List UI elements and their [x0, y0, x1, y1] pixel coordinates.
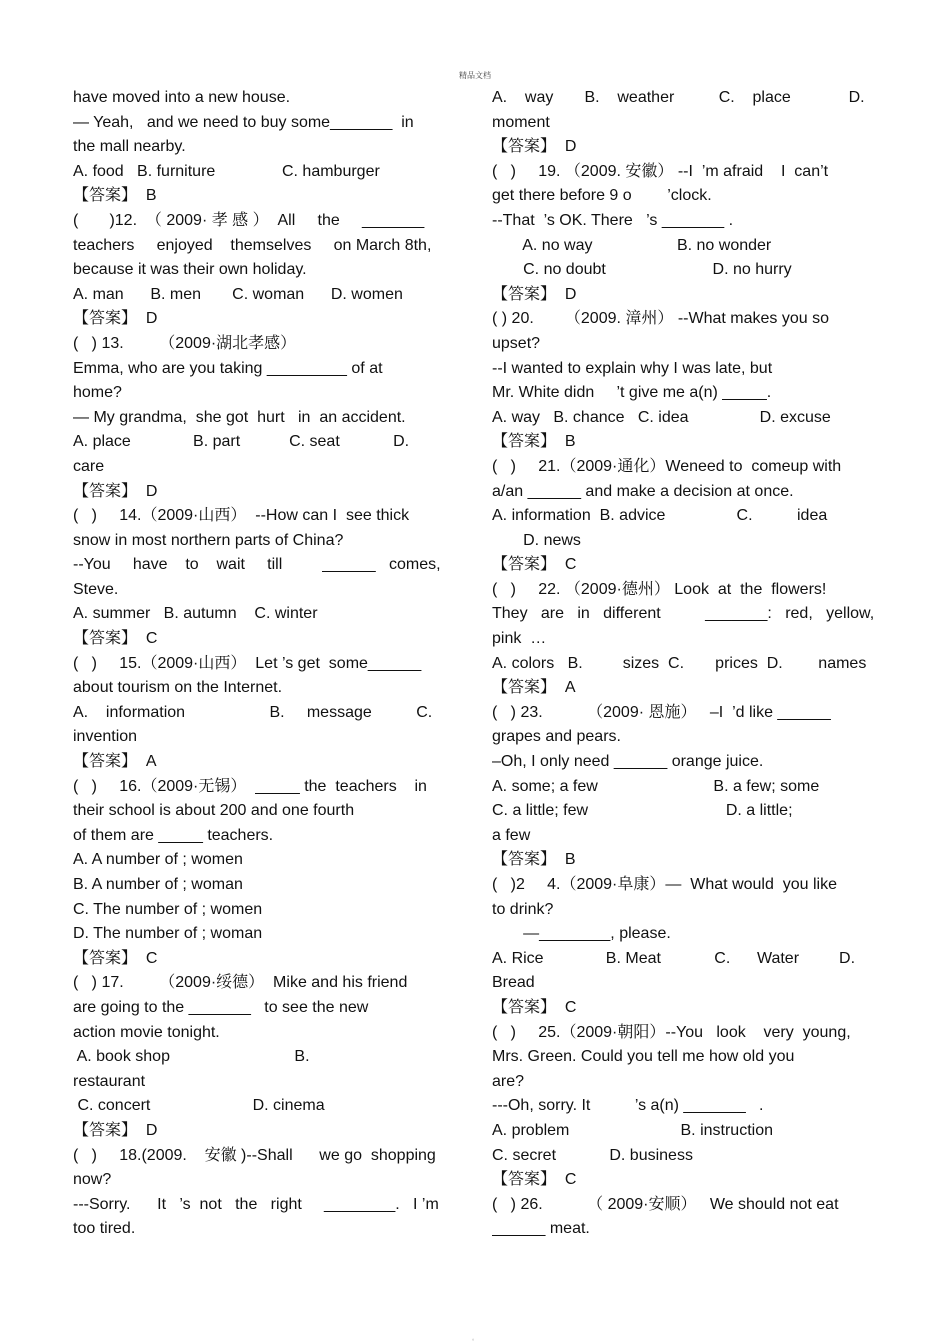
page-footer: 。 [471, 1336, 478, 1342]
text-line: 【答案】 D [492, 138, 577, 156]
text-line: A. colors B. sizes C. prices D. names [492, 654, 867, 672]
text-line: home? [73, 384, 122, 402]
text-line: get there before 9 o ’clock. [492, 187, 712, 205]
text-line: A. food B. furniture C. hamburger [73, 162, 380, 180]
right-column [492, 86, 874, 1242]
text-line: to drink? [492, 900, 554, 918]
text-line: 【答案】 C [492, 1171, 577, 1189]
text-line: Mr. White didn ’t give me a(n) _____. [492, 384, 772, 402]
text-line: ---Sorry. It ’s not the right ________. I ’m [73, 1195, 439, 1213]
text-line: grapes and pears. [492, 728, 621, 746]
text-line: C. secret D. business [492, 1146, 693, 1164]
text-line: — My grandma, she got hurt in an accident. [73, 408, 406, 426]
text-line: ( ) 21.（2009·通化）Weneed to comeup with [492, 457, 842, 475]
text-line: A. no way B. no wonder [492, 236, 772, 254]
text-line: ( ) 23. （2009· 恩施） –I ’d like ______ [492, 703, 831, 721]
text-line: A. problem B. instruction [492, 1121, 773, 1139]
text-line: upset? [492, 334, 541, 352]
text-line: ( ) 26. （ 2009·安顺） We should not eat [492, 1195, 839, 1213]
text-line: 【答案】 D [73, 310, 158, 328]
text-line: C. no doubt D. no hurry [492, 261, 792, 279]
text-line: — Yeah, and we need to buy some_______ in [73, 113, 414, 131]
text-line: about tourism on the Internet. [73, 679, 283, 697]
text-line: They are in different _______: red, yellow, [492, 605, 874, 623]
text-line: restaurant [73, 1072, 146, 1090]
text-line: snow in most northern parts of China? [73, 531, 344, 549]
text-line: are? [492, 1072, 525, 1090]
text-line: ( )12. （ 2009· 孝 感 ） All the _______ [73, 211, 425, 229]
text-line: A. place B. part C. seat D. [73, 433, 410, 451]
text-line: A. way B. chance C. idea D. excuse [492, 408, 831, 426]
text-line: A. information B. advice C. idea [492, 507, 828, 525]
text-line: ( ) 18.(2009. 安徽 )--Shall we go shopping [73, 1146, 436, 1164]
text-line: of them are _____ teachers. [73, 826, 274, 844]
text-line: --You have to wait till ______ comes, [73, 556, 441, 574]
text-line: have moved into a new house. [73, 89, 291, 106]
text-line: are going to the _______ to see the new [73, 998, 369, 1016]
text-line: ( ) 19. （2009. 安徽） --I ’m afraid I can’t [492, 162, 829, 180]
text-line: 【答案】 D [73, 482, 158, 500]
text-line: ( ) 13. （2009·湖北孝感） [73, 334, 297, 352]
text-line: ( )2 4.（2009·阜康）— What would you like [492, 876, 838, 893]
text-line: Mrs. Green. Could you tell me how old you [492, 1048, 795, 1066]
text-line: teachers enjoyed themselves on March 8th, [73, 236, 432, 254]
text-line: pink … [492, 630, 547, 648]
text-line: ---Oh, sorry. It ’s a(n) _______ . [492, 1097, 764, 1115]
text-line: –Oh, I only need ______ orange juice. [492, 753, 764, 771]
text-line: B. A number of ; woman [73, 876, 243, 893]
text-line: moment [492, 113, 550, 131]
text-line: 【答案】 A [492, 679, 576, 697]
text-line: ______ meat. [492, 1220, 590, 1238]
text-line: 【答案】 D [73, 1121, 158, 1139]
text-line: C. a little; few D. a little; [492, 802, 793, 820]
text-line: D. The number of ; woman [73, 925, 263, 943]
text-line: ( ) 17. （2009·绥德） Mike and his friend [73, 974, 408, 992]
text-line: action movie tonight. [73, 1023, 220, 1041]
text-line: ( ) 25.（2009·朝阳）--You look very young, [492, 1023, 851, 1041]
text-line: invention [73, 728, 138, 746]
text-line: too tired. [73, 1220, 136, 1238]
text-line: A. book shop B. [73, 1048, 310, 1066]
text-line: their school is about 200 and one fourth [73, 802, 355, 820]
text-line: A. man B. men C. woman D. women [73, 285, 403, 303]
text-line: a few [492, 826, 531, 844]
text-line: because it was their own holiday. [73, 261, 307, 279]
text-line: A. summer B. autumn C. winter [73, 605, 318, 623]
text-line: --That ’s OK. There ’s _______ . [492, 211, 734, 229]
text-line: 【答案】 C [492, 998, 577, 1016]
text-line: A. A number of ; women [73, 851, 243, 869]
text-line: 【答案】 D [492, 285, 577, 303]
text-line: A. some; a few B. a few; some [492, 777, 820, 795]
text-line: 【答案】 C [73, 949, 158, 967]
text-line: 【答案】 C [492, 556, 577, 574]
text-line: 【答案】 B [73, 187, 157, 205]
text-line: now? [73, 1171, 112, 1189]
text-line: 【答案】 B [492, 851, 576, 869]
text-line: ( ) 16.（2009·无锡） _____ the teachers in [73, 777, 427, 795]
text-line: --I wanted to explain why I was late, but [492, 359, 773, 377]
text-line: 【答案】 A [73, 753, 157, 771]
text-line: the mall nearby. [73, 138, 186, 156]
text-line: ( ) 20. （2009. 漳州） --What makes you so [492, 310, 829, 328]
left-column [73, 86, 457, 1242]
text-line: C. The number of ; women [73, 900, 263, 918]
text-line: ( ) 22. （2009·德州） Look at the flowers! [492, 580, 827, 598]
text-line: —________, please. [492, 925, 671, 943]
text-line: a/an ______ and make a decision at once. [492, 482, 794, 500]
text-line: care [73, 457, 105, 475]
text-line: Emma, who are you taking _________ of at [73, 359, 383, 377]
text-line: A. information B. message C. [73, 703, 433, 721]
text-line: A. way B. weather C. place D. [492, 89, 865, 106]
text-line: ( ) 14.（2009·山西） --How can I see thick [73, 507, 410, 525]
text-line: 【答案】 B [492, 433, 576, 451]
text-line: C. concert D. cinema [73, 1097, 325, 1115]
text-line: Bread [492, 974, 535, 992]
text-line: 【答案】 C [73, 630, 158, 648]
page-header: 精品文档 [459, 71, 491, 80]
text-line: ( ) 15.（2009·山西） Let ’s get some______ [73, 654, 422, 672]
text-line: D. news [492, 531, 581, 549]
text-line: Steve. [73, 580, 119, 598]
text-line: A. Rice B. Meat C. Water D. [492, 949, 856, 967]
